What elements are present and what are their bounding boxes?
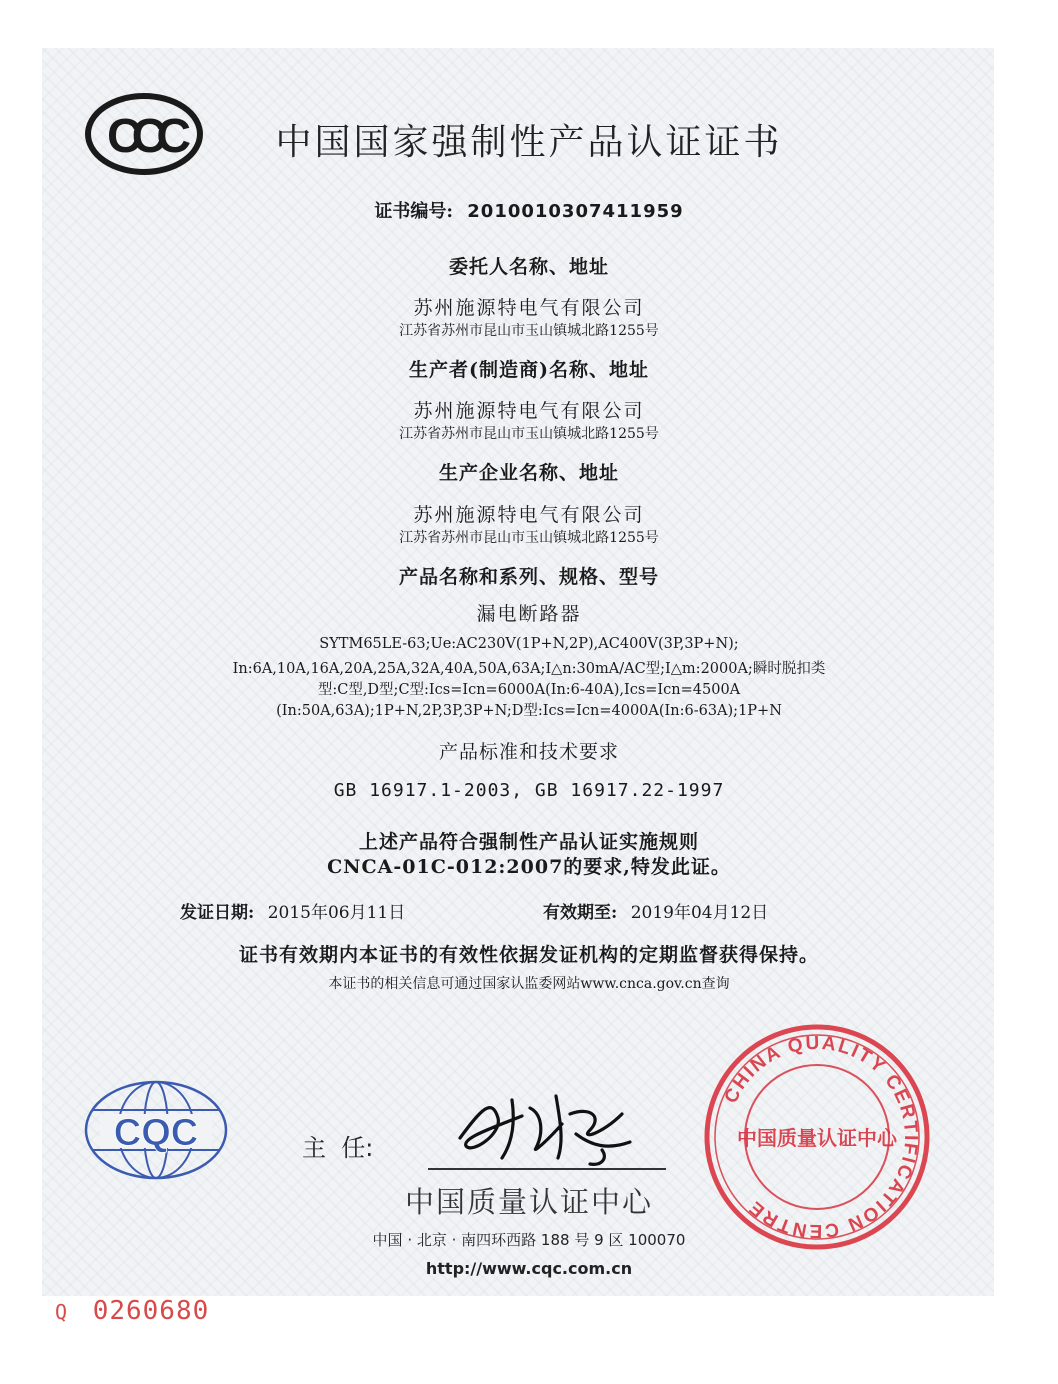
director-signature — [452, 1088, 642, 1168]
applicant-address: 江苏省苏州市昆山市玉山镇城北路1255号 — [399, 323, 659, 339]
signature-line — [428, 1168, 666, 1170]
seal-inner-text: 中国质量认证中心 — [737, 1126, 897, 1150]
expiry-date-value: 2019年04月12日 — [630, 903, 769, 923]
serial-number — [55, 1296, 209, 1326]
certificate-number-value: 2010010307411959 — [467, 201, 684, 222]
issue-date-label: 发证日期: — [180, 903, 255, 923]
product-name: 漏电断路器 — [476, 603, 582, 625]
issuer-name: 中国质量认证中心 — [404, 1185, 653, 1219]
issuer-url: http://www.cqc.com.cn — [425, 1259, 633, 1278]
manufacturer-name: 苏州施源特电气有限公司 — [413, 400, 645, 422]
standards-value: GB 16917.1-2003, GB 16917.22-1997 — [333, 780, 725, 801]
product-spec-line: In:6A,10A,16A,20A,25A,32A,40A,50A,63A;I△n:30mA/AC型;I△m:2000A;瞬时脱扣类 — [232, 661, 826, 677]
official-seal — [702, 1022, 932, 1252]
applicant-name: 苏州施源特电气有限公司 — [413, 297, 645, 319]
serial-value: 0260680 — [92, 1296, 210, 1326]
ccc-logo-text: CCC — [107, 110, 181, 163]
cqc-logo — [82, 1078, 230, 1182]
certificate-number — [0, 197, 1058, 223]
applicant-heading: 委托人名称、地址 — [448, 256, 609, 278]
product-heading: 产品名称和系列、规格、型号 — [398, 566, 659, 588]
director-label: 主 任: — [302, 1134, 374, 1162]
factory-name: 苏州施源特电气有限公司 — [413, 504, 645, 526]
manufacturer-address: 江苏省苏州市昆山市玉山镇城北路1255号 — [399, 426, 659, 442]
seal-outer-text: CHINA QUALITY CERTIFICATION CENTRE — [720, 1032, 922, 1242]
product-spec-line: 型:C型,D型;C型:Ics=Icn=6000A(In:6-40A),Ics=Icn=4500A — [317, 682, 741, 698]
factory-heading: 生产企业名称、地址 — [438, 462, 619, 484]
product-spec-line: SYTM65LE-63;Ue:AC230V(1P+N,2P),AC400V(3P,3P+N); — [319, 636, 739, 652]
query-note: 本证书的相关信息可通过国家认监委网站www.cnca.gov.cn查询 — [328, 976, 730, 992]
issuer-address: 中国 · 北京 · 南四环西路 188 号 9 区 100070 — [372, 1231, 686, 1249]
serial-prefix: Q — [55, 1300, 68, 1324]
standards-heading: 产品标准和技术要求 — [438, 741, 619, 763]
statement-line-2: CNCA-01C-012:2007的要求,特发此证。 — [327, 856, 731, 878]
manufacturer-heading: 生产者(制造商)名称、地址 — [409, 359, 649, 381]
cqc-logo-text: CQC — [113, 1112, 199, 1154]
product-spec-line: (In:50A,63A);1P+N,2P,3P,3P+N;D型:Ics=Icn=4000A(In:6-63A);1P+N — [276, 703, 782, 719]
issue-date — [180, 898, 405, 923]
issue-date-value: 2015年06月11日 — [267, 903, 406, 923]
certificate-title: 中国国家强制性产品认证证书 — [275, 122, 783, 163]
expiry-date — [543, 898, 768, 923]
statement-line-1: 上述产品符合强制性产品认证实施规则 — [358, 831, 699, 853]
expiry-date-label: 有效期至: — [543, 903, 618, 923]
factory-address: 江苏省苏州市昆山市玉山镇城北路1255号 — [399, 530, 659, 546]
validity-note: 证书有效期内本证书的有效性依据发证机构的定期监督获得保持。 — [238, 944, 819, 966]
certificate-number-label: 证书编号: — [374, 201, 453, 222]
